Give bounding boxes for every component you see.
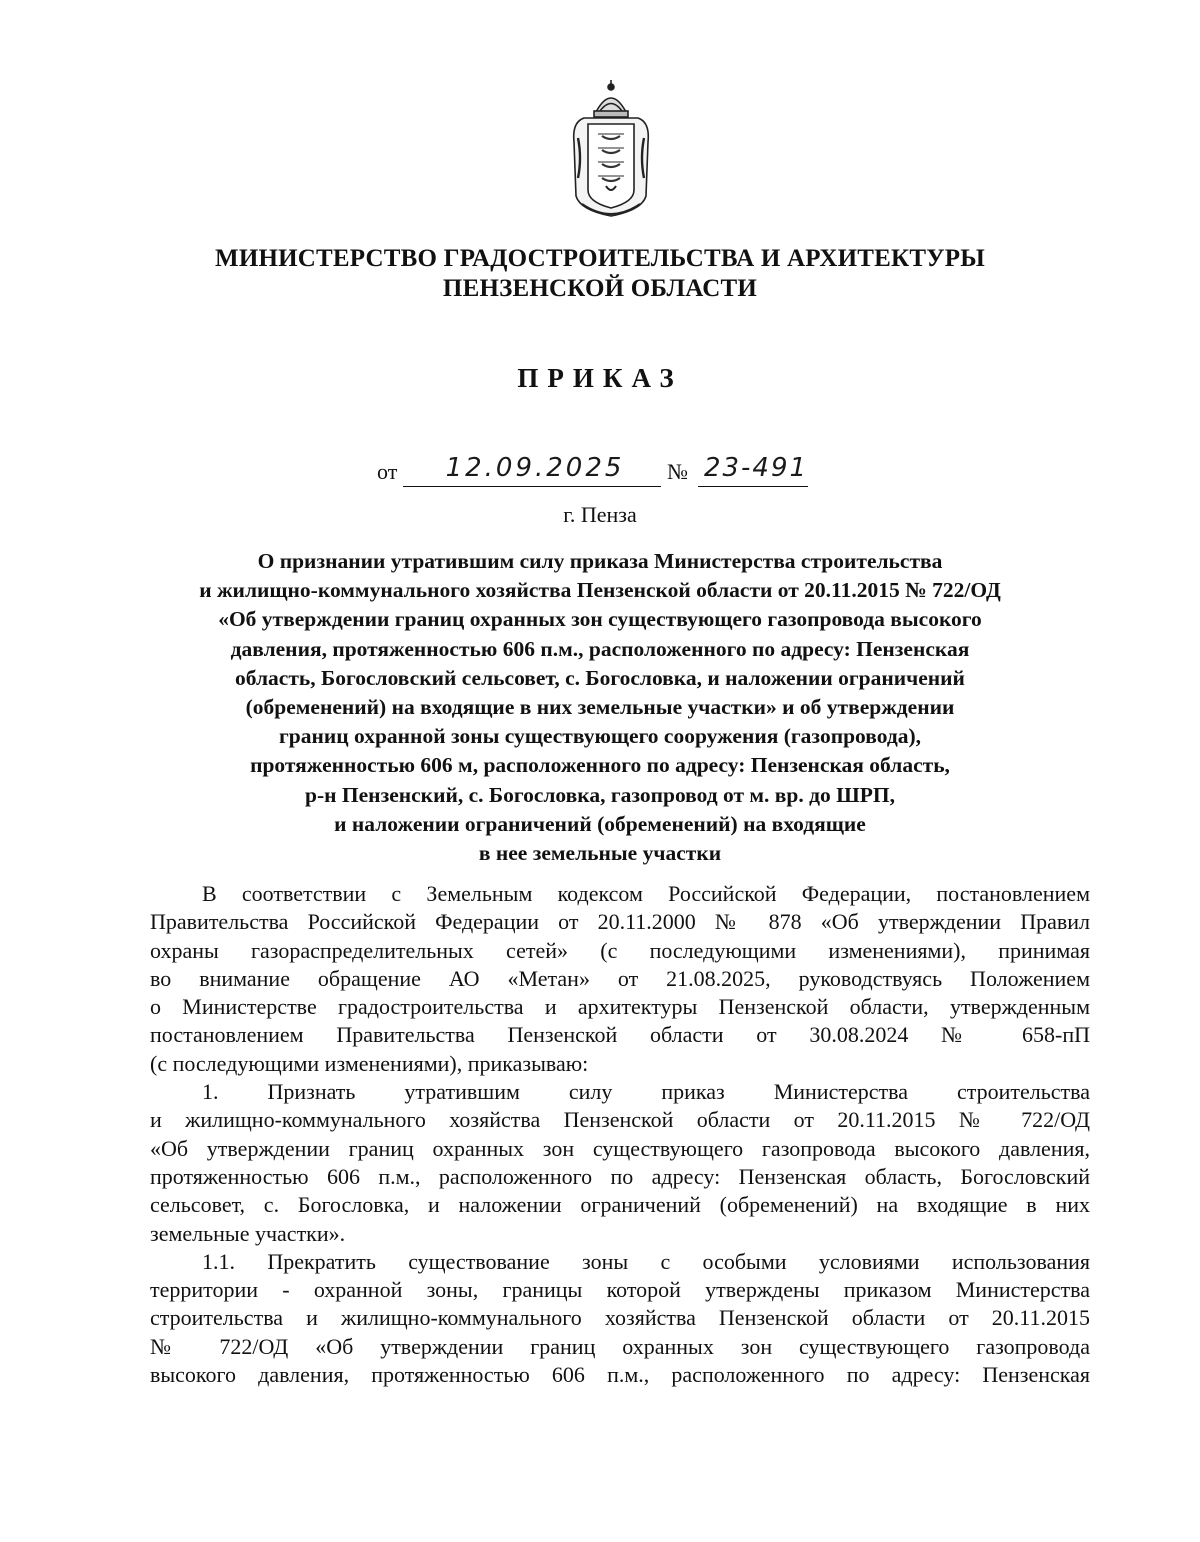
body-line: территории - охранной зоны, границы которой утверждены приказом Министерства	[150, 1277, 1090, 1303]
body-line: (с последующими изменениями), приказываю:	[150, 1050, 589, 1076]
body-line: протяженностью 606 п.м., расположенного по адресу: Пензенская область, Богословский	[150, 1163, 1090, 1189]
date-prefix: от	[377, 459, 398, 484]
order-body	[150, 880, 1090, 1389]
body-line: постановлением Правительства Пензенской области от 30.08.2024 № 658-пП	[150, 1022, 1090, 1048]
body-line: охраны газораспределительных сетей» (с последующими изменениями), принимая	[150, 937, 1090, 963]
heading-line: (обременений) на входящие в них земельные участки» и об утверждении	[245, 695, 955, 720]
order-title: ПРИКАЗ	[517, 363, 683, 393]
body-line: 1.1. Прекратить существование зоны с особыми условиями использования	[202, 1248, 1090, 1274]
heading-line: давления, протяженностью 606 п.м., расположенного по адресу: Пензенская	[230, 636, 970, 661]
ministry-name-line-1: МИНИСТЕРСТВО ГРАДОСТРОИТЕЛЬСТВА И АРХИТЕКТУРЫ	[215, 245, 985, 272]
body-line: В соответствии с Земельным кодексом Российской Федерации, постановлением	[202, 881, 1090, 906]
heading-line: и наложении ограничений (обременений) на входящие	[334, 811, 866, 836]
order-number: 23-491	[703, 453, 809, 483]
heading-line: область, Богословский сельсовет, с. Богословка, и наложении ограничений	[235, 665, 965, 690]
body-line: 1. Признать утратившим силу приказ Министерства строительства	[202, 1079, 1090, 1105]
heading-line: «Об утверждении границ охранных зон существующего газопровода высокого	[218, 607, 982, 632]
order-date: 12.09.2025	[445, 453, 625, 483]
city-name: г. Пенза	[563, 502, 637, 527]
number-prefix: №	[667, 459, 688, 484]
heading-line: и жилищно-коммунального хозяйства Пензенской области от 20.11.2015 № 722/ОД	[199, 578, 1001, 603]
heading-line: в нее земельные участки	[478, 841, 722, 866]
body-line: высокого давления, протяженностью 606 п.м., расположенного по адресу: Пензенская	[150, 1362, 1090, 1388]
ministry-name	[150, 244, 1050, 304]
body-line: сельсовет, с. Богословка, и наложении ограничений (обременений) на входящие в них	[150, 1192, 1090, 1218]
body-line: строительства и жилищно-коммунального хозяйства Пензенской области от 20.11.2015	[150, 1305, 1090, 1331]
heading-line: р-н Пензенский, с. Богословка, газопровод от м. вр. до ШРП,	[305, 782, 895, 807]
number-underline	[698, 486, 808, 487]
body-line: Правительства Российской Федерации от 20.11.2000 № 878 «Об утверждении Правил	[150, 909, 1090, 935]
date-underline	[403, 486, 661, 487]
heading-line: протяженностью 606 м, расположенного по адресу: Пензенская область,	[250, 753, 950, 778]
body-line: о Министерстве градостроительства и архитектуры Пензенской области, утвержденным	[150, 994, 1090, 1020]
body-line: и жилищно-коммунального хозяйства Пензенской области от 20.11.2015 № 722/ОД	[150, 1107, 1090, 1133]
heading-line: границ охранной зоны существующего сооружения (газопровода),	[278, 724, 922, 749]
coat-of-arms-emblem	[562, 78, 660, 220]
body-line: № 722/ОД «Об утверждении границ охранных зон существующего газопровода	[150, 1333, 1090, 1359]
body-line: земельные участки».	[150, 1220, 346, 1246]
heading-line: О признании утратившим силу приказа Министерства строительства	[257, 549, 943, 573]
ministry-name-line-2: ПЕНЗЕНСКОЙ ОБЛАСТИ	[442, 275, 758, 302]
order-heading	[140, 547, 1060, 868]
order-date-number-line	[0, 453, 1200, 493]
body-line: во внимание обращение АО «Метан» от 21.08.2025, руководствуясь Положением	[150, 965, 1090, 991]
body-line: «Об утверждении границ охранных зон существующего газопровода высокого давления,	[150, 1135, 1090, 1161]
